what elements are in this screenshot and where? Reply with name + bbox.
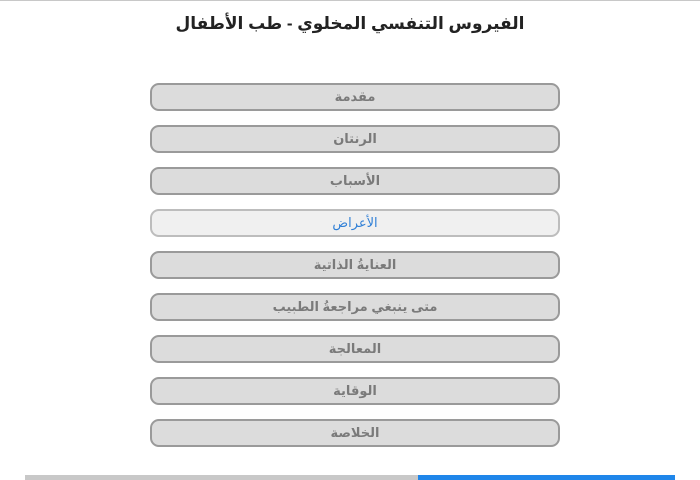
menu-item-causes[interactable] (150, 167, 560, 195)
menu-item-label: الخلاصة (330, 425, 380, 440)
menu-item-symptoms[interactable] (150, 209, 560, 237)
menu-item-self-care[interactable] (150, 251, 560, 279)
menu-item-introduction[interactable] (150, 83, 560, 111)
page-title: الفيروس التنفسي المخلوي - طب الأطفال (175, 14, 525, 33)
menu-item-label: الأسباب (329, 173, 381, 188)
menu-item-label: العنايةُ الذاتية (313, 257, 397, 272)
menu-item-label: متى ينبغي مراجعةُ الطبيب (272, 299, 438, 314)
menu-item-label: الرنتان (333, 131, 377, 146)
menu-item-summary[interactable] (150, 419, 560, 447)
menu-item-treatment[interactable] (150, 335, 560, 363)
topic-menu (150, 83, 560, 461)
menu-item-wheezing[interactable] (150, 125, 560, 153)
menu-item-label: مقدمة (334, 89, 376, 104)
progress-bar (25, 475, 675, 480)
menu-item-label: المعالجة (328, 341, 382, 356)
menu-item-label: الأعراض (332, 215, 378, 230)
progress-bar-fill (418, 475, 675, 480)
menu-item-prevention[interactable] (150, 377, 560, 405)
menu-item-label: الوقاية (333, 383, 377, 398)
menu-item-when-to-see-doctor[interactable] (150, 293, 560, 321)
